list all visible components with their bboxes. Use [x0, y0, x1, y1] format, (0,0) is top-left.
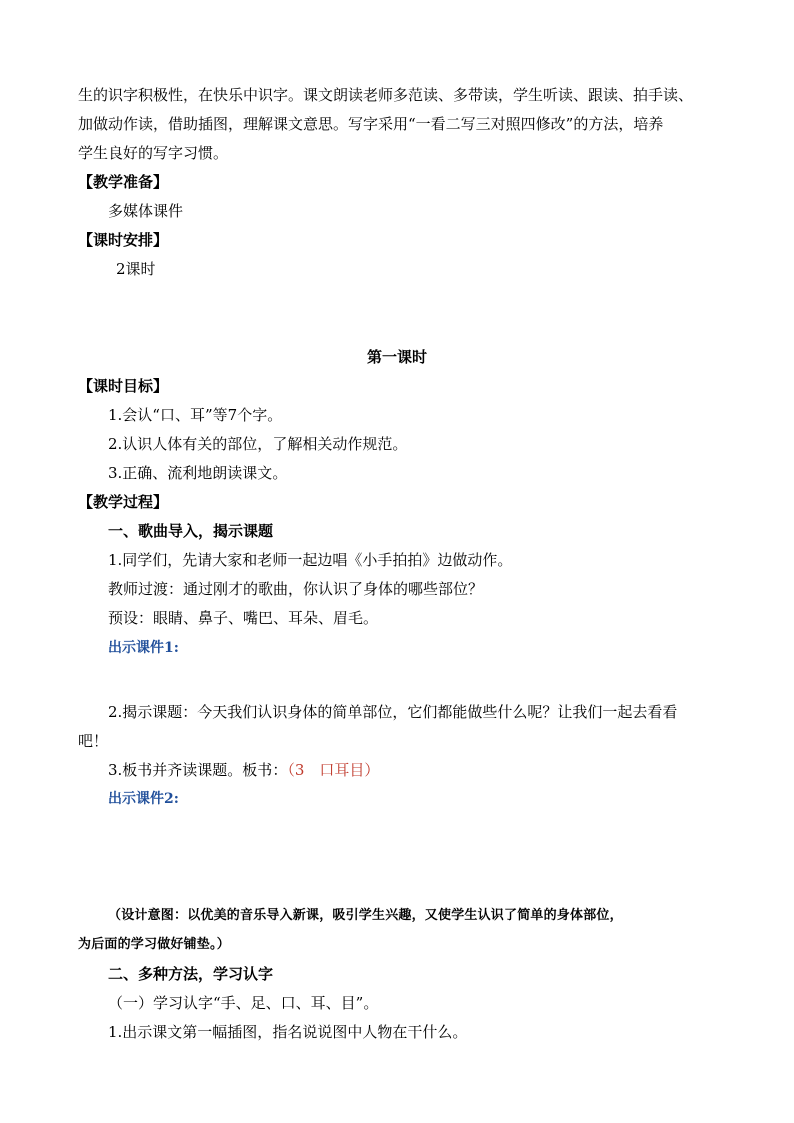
goal-item-3: 3.正确、流利地朗读课文。 — [108, 464, 288, 482]
section1-p2: 教师过渡：通过刚才的歌曲，你认识了身体的哪些部位？ — [108, 580, 484, 598]
section1-p4-line1: 2.揭示课题：今天我们认识身体的简单部位，它们都能做些什么呢？让我们一起去看看 — [108, 703, 678, 721]
section1-p3: 预设：眼睛、鼻子、嘴巴、耳朵、眉毛。 — [108, 609, 379, 627]
section1-p1: 1.同学们，先请大家和老师一起边唱《小手拍拍》边做动作。 — [108, 551, 513, 569]
design-note-line-2: 为后面的学习做好铺垫。） — [78, 937, 230, 952]
slide-label-2: 出示课件2: — [108, 791, 179, 807]
section1-p4-line2: 吧！ — [78, 732, 109, 750]
lesson-title: 第一课时 — [366, 348, 427, 366]
design-note-line-1: （设计意图：以优美的音乐导入新课，吸引学生兴趣，又使学生认识了简单的身体部位， — [108, 908, 623, 923]
goal-item-1: 1.会认“口、耳”等7个字。 — [108, 406, 283, 424]
prep-heading: 【教学准备】 — [78, 173, 169, 191]
process-heading: 【教学过程】 — [78, 493, 169, 511]
section2-sub1: （一）学习认字“手、足、口、耳、目”。 — [108, 994, 379, 1012]
intro-line-2: 加做动作读，借助插图，理解课文意思。写字采用“一看二写三对照四修改”的方法，培养 — [78, 115, 664, 133]
goals-heading: 【课时目标】 — [78, 377, 169, 395]
board-title: （3 口耳目） — [287, 761, 380, 779]
section2-title: 二、多种方法，学习认字 — [108, 965, 274, 983]
slide-label-1: 出示课件1: — [108, 640, 179, 656]
schedule-heading: 【课时安排】 — [78, 231, 169, 249]
intro-line-1: 生的识字积极性，在快乐中识字。课文朗读老师多范读、多带读，学生听读、跟读、拍手读、 — [78, 86, 694, 104]
board-prefix: 3.板书并齐读课题。板书： — [108, 761, 288, 779]
section1-p5 — [108, 760, 379, 780]
schedule-content: 2课时 — [116, 260, 156, 278]
prep-content: 多媒体课件 — [108, 202, 184, 220]
section2-p1: 1.出示课文第一幅插图，指名说说图中人物在干什么。 — [108, 1023, 468, 1041]
intro-line-3: 学生良好的写字习惯。 — [78, 144, 229, 162]
section1-title: 一、歌曲导入，揭示课题 — [108, 522, 274, 540]
goal-item-2: 2.认识人体有关的部位，了解相关动作规范。 — [108, 435, 408, 453]
